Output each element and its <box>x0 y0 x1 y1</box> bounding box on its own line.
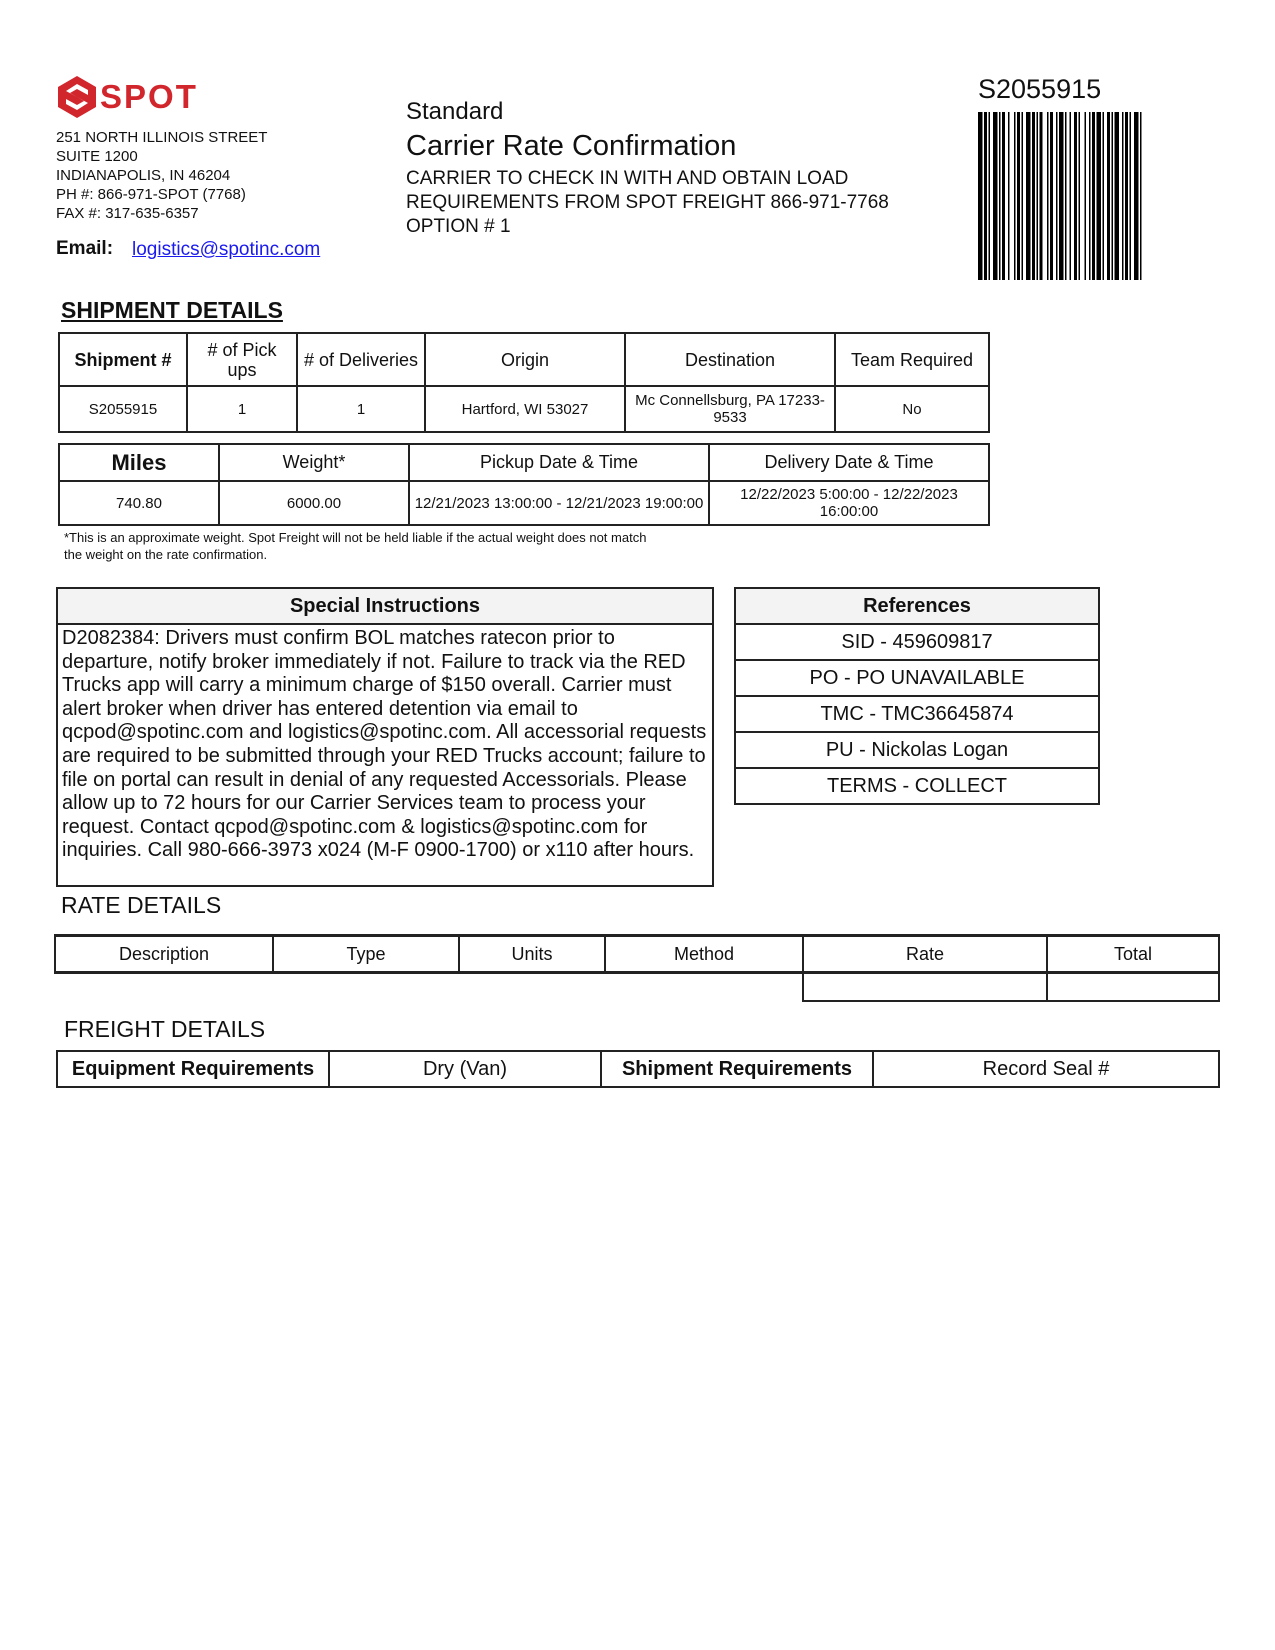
barcode <box>978 112 1208 280</box>
barcode-bar <box>1040 112 1043 280</box>
note-line: CARRIER TO CHECK IN WITH AND OBTAIN LOAD <box>406 168 849 189</box>
barcode-bar <box>999 112 1001 280</box>
company-logo-text: SPOT <box>100 78 198 115</box>
column-header: # of Deliveries <box>297 333 425 386</box>
reference-item: TERMS - COLLECT <box>826 775 1008 797</box>
reference-item: SID - 459609817 <box>736 625 1098 661</box>
shipment-requirements-label: Shipment Requirements <box>601 1051 873 1087</box>
freight-table <box>56 1050 1220 1088</box>
barcode-bar <box>984 112 987 280</box>
barcode-bar <box>1065 112 1067 280</box>
address-line: INDIANAPOLIS, IN 46204 <box>56 167 231 184</box>
check-in-note <box>406 167 946 239</box>
empty-cell <box>459 973 605 1002</box>
barcode-bar <box>993 112 998 280</box>
barcode-bar <box>1089 112 1091 280</box>
email-link[interactable]: logistics@spotinc.com <box>132 239 321 260</box>
note-line: OPTION # 1 <box>406 216 511 237</box>
shipment-requirements-value: Record Seal # <box>873 1051 1219 1087</box>
pickup-datetime-cell: 12/21/2023 13:00:00 - 12/21/2023 19:00:00 <box>409 481 709 525</box>
column-header: Weight* <box>219 444 409 481</box>
column-header: Rate <box>803 936 1047 973</box>
barcode-bar <box>1050 112 1053 280</box>
miles-cell: 740.80 <box>59 481 219 525</box>
barcode-bar <box>1032 112 1035 280</box>
column-header: Type <box>273 936 459 973</box>
barcode-bar <box>1047 112 1049 280</box>
shipment-number-cell: S2055915 <box>59 386 187 432</box>
reference-item: PU - Nickolas Logan <box>736 733 1098 769</box>
pickups-cell: 1 <box>187 386 297 432</box>
column-header: Origin <box>425 333 625 386</box>
barcode-bar <box>1074 112 1077 280</box>
special-instructions-title: Special Instructions <box>58 589 712 625</box>
references-title: References <box>736 589 1098 625</box>
barcode-bar <box>1022 112 1024 280</box>
column-header: # of Pick ups <box>187 333 297 386</box>
spot-logo-icon <box>54 74 100 120</box>
barcode-bar <box>1140 112 1142 280</box>
rate-details-title: RATE DETAILS <box>61 892 222 918</box>
barcode-bar <box>1134 112 1139 280</box>
barcode-bar <box>1056 112 1058 280</box>
column-header: Miles <box>59 444 219 481</box>
barcode-bar <box>978 112 983 280</box>
barcode-bar <box>1107 112 1110 280</box>
barcode-bar <box>1130 112 1132 280</box>
reference-item: TMC - TMC36645874 <box>736 697 1098 733</box>
freight-details-title: FREIGHT DETAILS <box>64 1016 266 1042</box>
column-header: Units <box>459 936 605 973</box>
special-instructions-text: D2082384: Drivers must confirm BOL matches ratecon prior to departure, notify broker immediately if not. Failure to track via the RED Trucks app will carry a minimum charge of $150 overall. Carrier must alert broker when driver has entered detention via email to qcpod@spotinc.com and logistics@spotinc.com. All accessorial requests are required to be submitted through your RED Trucks account; failure to file on portal can result in denial of any requested Accessorials. Please allow up to 72 hours for our Carrier Services team to process your request. Contact qcpod@spotinc.com & logistics@spotinc.com for inquiries. Call 980-666-3973 x024 (M-F 0900-1700) or x110 after hours. <box>62 627 707 862</box>
barcode-bar <box>1122 112 1124 280</box>
barcode-bar <box>1037 112 1039 280</box>
barcode-bar <box>1097 112 1102 280</box>
references-box <box>734 587 1100 805</box>
barcode-bar <box>1115 112 1120 280</box>
weight-disclaimer: *This is an approximate weight. Spot Freight will not be held liable if the actual weight does not match the weight on the rate confirmation. <box>64 530 647 562</box>
column-header: Team Required <box>835 333 989 386</box>
column-header: Delivery Date & Time <box>709 444 989 481</box>
delivery-datetime-cell: 12/22/2023 5:00:00 - 12/22/2023 16:00:00 <box>709 481 989 525</box>
miles-weight-table <box>58 443 990 526</box>
barcode-bar <box>1008 112 1010 280</box>
document-title: Carrier Rate Confirmation <box>406 130 737 162</box>
special-instructions-box <box>56 587 714 887</box>
fax-line: FAX #: 317-635-6357 <box>56 205 199 222</box>
barcode-bar <box>1014 112 1016 280</box>
barcode-bar <box>1103 112 1105 280</box>
email-label: Email: <box>56 238 114 259</box>
barcode-bar <box>1026 112 1031 280</box>
column-header: Total <box>1047 936 1219 973</box>
equipment-requirements-label: Equipment Requirements <box>57 1051 329 1087</box>
table-row <box>55 973 1219 1002</box>
barcode-bar <box>1112 112 1114 280</box>
weight-cell: 6000.00 <box>219 481 409 525</box>
barcode-number: S2055915 <box>978 74 1102 104</box>
address-line: SUITE 1200 <box>56 148 138 165</box>
column-header: Shipment # <box>59 333 187 386</box>
team-required-cell: No <box>835 386 989 432</box>
table-header-row <box>59 444 989 481</box>
barcode-bar <box>1125 112 1128 280</box>
note-line: REQUIREMENTS FROM SPOT FREIGHT 866-971-7768 <box>406 192 889 213</box>
column-header: Destination <box>625 333 835 386</box>
column-header: Method <box>605 936 803 973</box>
barcode-bar <box>1079 112 1081 280</box>
shipment-details-title: SHIPMENT DETAILS <box>61 297 283 323</box>
empty-cell <box>55 973 273 1002</box>
total-cell <box>1047 973 1219 1002</box>
equipment-value: Dry (Van) <box>329 1051 601 1087</box>
origin-cell: Hartford, WI 53027 <box>425 386 625 432</box>
phone-line: PH #: 866-971-SPOT (7768) <box>56 186 246 203</box>
column-header: Pickup Date & Time <box>409 444 709 481</box>
barcode-bar <box>1017 112 1020 280</box>
barcode-bar <box>1059 112 1064 280</box>
shipment-table <box>58 332 990 433</box>
barcode-bar <box>1092 112 1095 280</box>
destination-cell: Mc Connellsburg, PA 17233-9533 <box>625 386 835 432</box>
column-header: Description <box>55 936 273 973</box>
barcode-bar <box>1085 112 1087 280</box>
table-row <box>59 481 989 525</box>
barcode-bar <box>1002 112 1005 280</box>
reference-item: PO - PO UNAVAILABLE <box>736 661 1098 697</box>
address-line: 251 NORTH ILLINOIS STREET <box>56 129 268 146</box>
company-address <box>56 128 267 223</box>
rate-cell <box>803 973 1047 1002</box>
empty-cell <box>273 973 459 1002</box>
table-row <box>59 386 989 432</box>
empty-cell <box>605 973 803 1002</box>
document-kind: Standard <box>406 98 504 125</box>
rate-table <box>54 934 1220 1002</box>
table-header-row <box>55 936 1219 973</box>
table-row <box>57 1051 1219 1087</box>
deliveries-cell: 1 <box>297 386 425 432</box>
barcode-bar <box>1070 112 1072 280</box>
barcode-bar <box>989 112 991 280</box>
table-header-row <box>59 333 989 386</box>
